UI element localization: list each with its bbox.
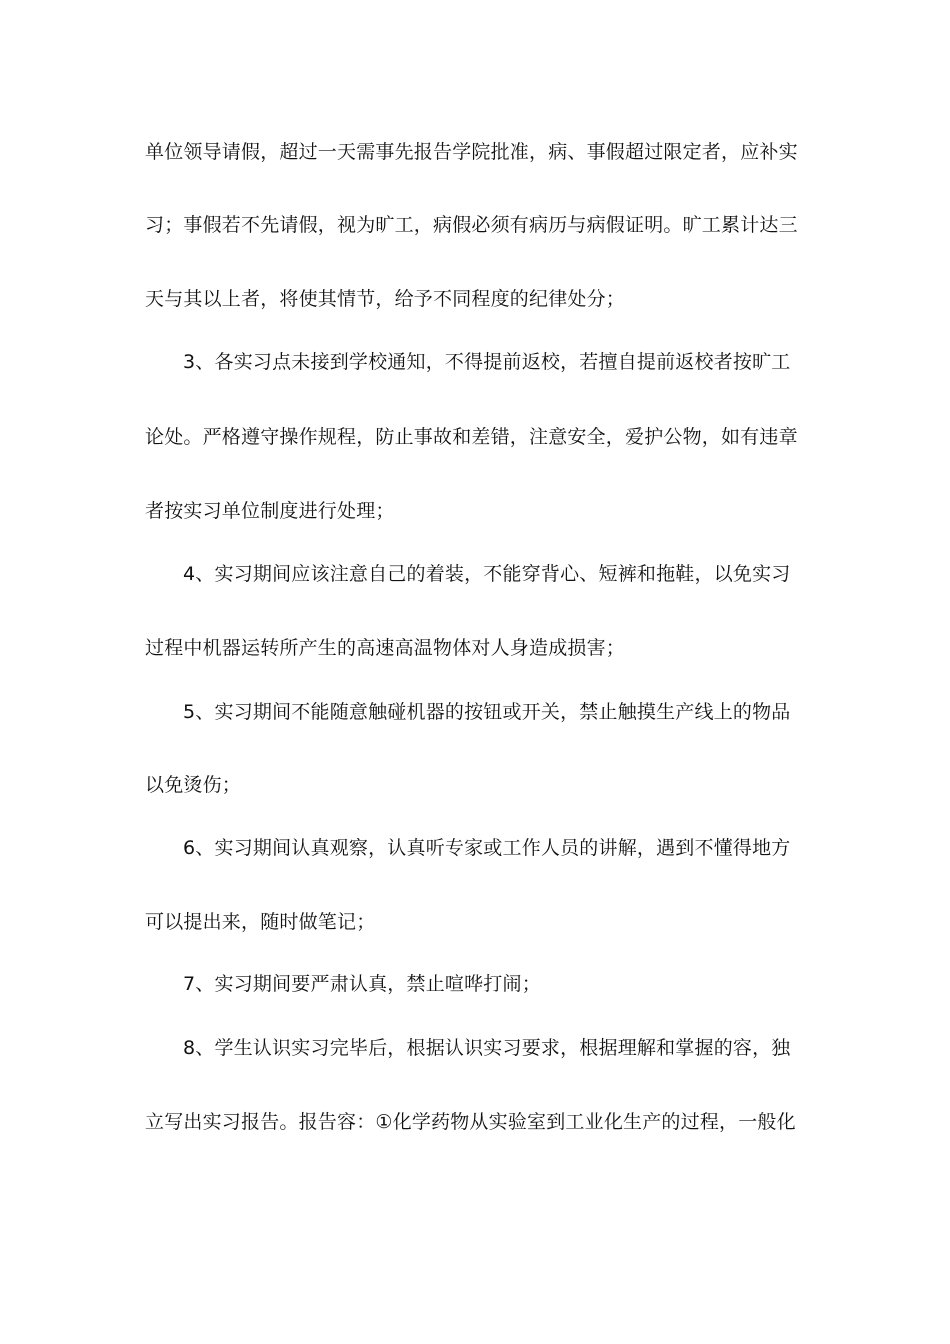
paragraph-line: 以免烫伤； [145,774,242,796]
paragraph-line: 7、实习期间要严肃认真，禁止喧哗打闹； [183,973,541,995]
paragraph-line: 5、实习期间不能随意触碰机器的按钮或开关，禁止触摸生产线上的物品 [183,701,791,723]
paragraph-line: 论处。严格遵守操作规程，防止事故和差错，注意安全，爱护公物，如有违章 [145,426,798,448]
paragraph-line: 立写出实习报告。报告容：①化学药物从实验室到工业化生产的过程，一般化 [145,1111,796,1133]
paragraph-line: 过程中机器运转所产生的高速高温物体对人身造成损害； [145,637,626,659]
paragraph-line: 天与其以上者，将使其情节，给予不同程度的纪律处分； [145,288,626,310]
paragraph-line: 3、各实习点未接到学校通知，不得提前返校，若擅自提前返校者按旷工 [183,351,791,373]
paragraph-line: 单位领导请假，超过一天需事先报告学院批准，病、事假超过限定者，应补实 [145,141,798,163]
paragraph-line: 6、实习期间认真观察，认真听专家或工作人员的讲解，遇到不懂得地方 [183,837,791,859]
paragraph-line: 8、学生认识实习完毕后，根据认识实习要求，根据理解和掌握的容，独 [183,1037,791,1059]
paragraph-line: 者按实习单位制度进行处理； [145,500,395,522]
paragraph-line: 4、实习期间应该注意自己的着装，不能穿背心、短裤和拖鞋，以免实习 [183,563,791,585]
paragraph-line: 习；事假若不先请假，视为旷工，病假必须有病历与病假证明。旷工累计达三 [145,214,798,236]
paragraph-line: 可以提出来，随时做笔记； [145,911,376,933]
